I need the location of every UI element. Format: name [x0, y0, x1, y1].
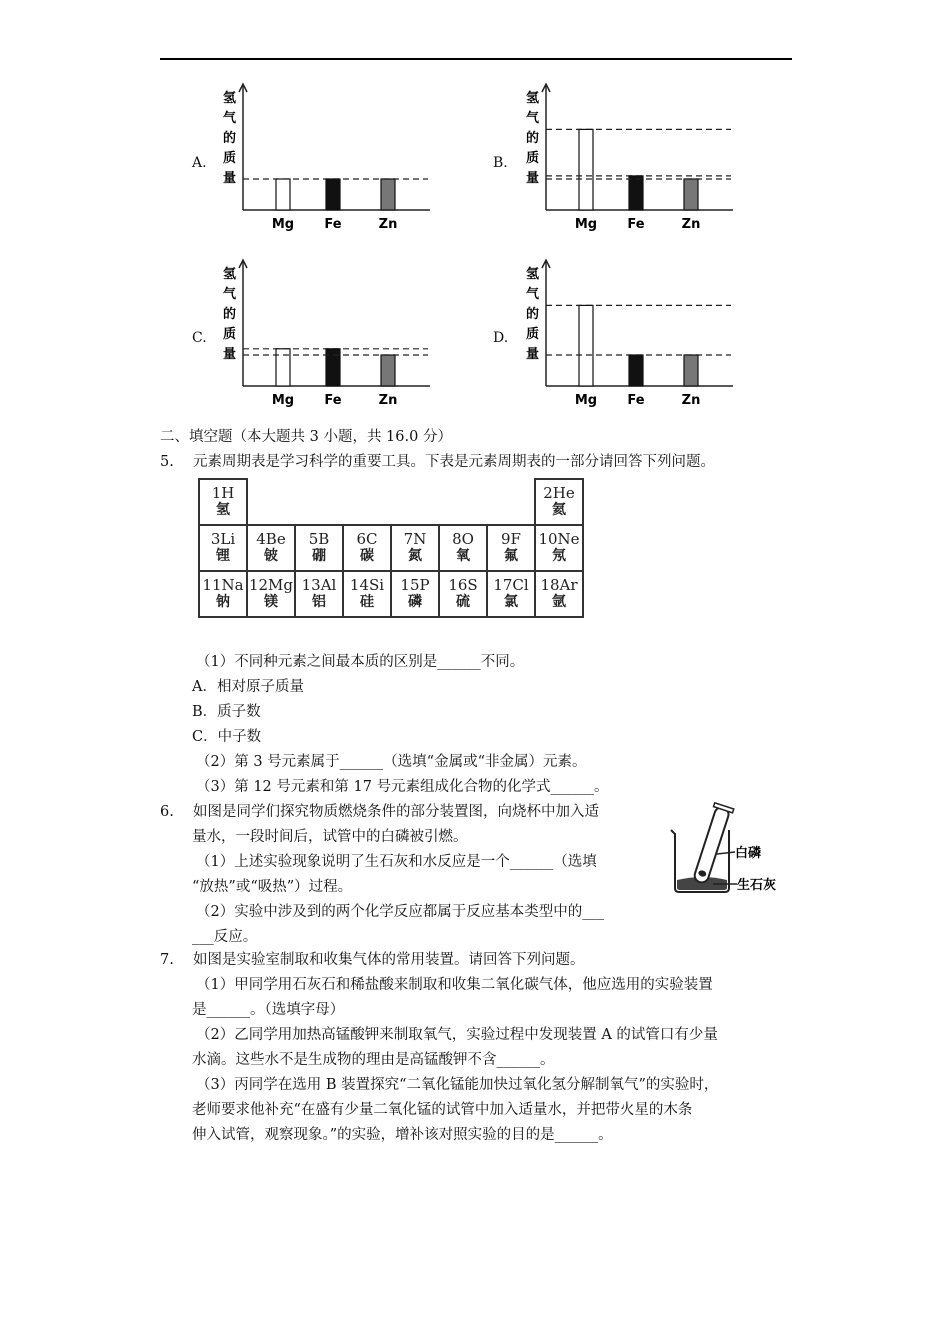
element-name: 氩 [552, 594, 566, 610]
element-symbol: 8O [452, 530, 474, 548]
element-name: 硫 [456, 594, 470, 610]
element-name: 硅 [360, 594, 374, 610]
q7-line7: 老师要求他补充“在盛有少量二氧化锰的试管中加入适量水，并把带火星的木条 [192, 1102, 693, 1118]
x-tick-label: Zn [378, 217, 398, 232]
element-name: 磷 [408, 594, 422, 610]
element-cell [487, 525, 535, 571]
bar-fe [629, 176, 643, 210]
element-name: 钠 [216, 594, 230, 610]
q5-option-a: A．相对原子质量 [192, 679, 304, 695]
chart-d [518, 252, 743, 412]
label-white-phosphorus: 白磷 [735, 846, 762, 861]
bar-zn [684, 355, 698, 386]
empty-cell [487, 479, 535, 525]
option-b-letter: B. [493, 155, 508, 171]
element-symbol: 15P [400, 576, 430, 594]
element-symbol: 9F [501, 530, 521, 548]
element-cell [535, 571, 583, 617]
element-symbol: 1H [211, 484, 235, 502]
element-cell [439, 525, 487, 571]
y-axis-label-char: 质 [223, 327, 237, 342]
element-symbol: 7N [403, 530, 427, 548]
element-symbol: 3Li [210, 530, 236, 548]
q5-option-b: B．质子数 [192, 704, 261, 720]
y-axis-label-char: 质 [526, 327, 540, 342]
bar-mg [276, 179, 290, 210]
y-axis-label-char: 氢 [526, 91, 540, 106]
element-symbol: 2He [543, 484, 575, 502]
element-cell [343, 525, 391, 571]
element-cell [343, 571, 391, 617]
element-symbol: 10Ne [538, 530, 580, 548]
q5-sub2: （2）第 3 号元素属于______（选填“金属或“非金属）元素。 [196, 754, 587, 770]
x-tick-label: Zn [378, 393, 398, 408]
q5-sub3: （3）第 12 号元素和第 17 号元素组成化合物的化学式______。 [196, 779, 609, 795]
y-axis-label-char: 量 [223, 347, 237, 362]
option-a-letter: A. [192, 155, 207, 171]
element-name: 氟 [504, 548, 518, 564]
element-cell [535, 525, 583, 571]
y-axis-label-char: 氢 [526, 267, 540, 282]
y-axis-label-char: 气 [223, 111, 237, 126]
bar-zn [381, 179, 395, 210]
x-tick-label: Mg [271, 217, 295, 232]
bar-fe [629, 355, 643, 386]
q6-line3: （1）上述实验现象说明了生石灰和水反应是一个______（选填 [196, 854, 597, 870]
empty-cell [391, 479, 439, 525]
empty-cell [439, 479, 487, 525]
x-tick-label: Fe [324, 393, 342, 408]
element-name: 氧 [456, 548, 470, 564]
element-name: 氯 [504, 594, 518, 610]
y-axis-label-char: 气 [526, 111, 540, 126]
y-axis-label-char: 的 [526, 307, 540, 322]
element-name: 氖 [552, 548, 566, 564]
element-name: 锂 [216, 548, 230, 564]
y-axis-label-char: 的 [526, 131, 540, 146]
bar-mg [276, 349, 290, 386]
q7-line8: 伸入试管，观察现象。”的实验，增补该对照实验的目的是______。 [192, 1127, 613, 1143]
element-cell [247, 525, 295, 571]
chart-svg [518, 252, 743, 412]
bar-mg [579, 305, 593, 386]
beaker-figure [665, 800, 790, 904]
element-cell [391, 571, 439, 617]
element-cell [391, 525, 439, 571]
element-cell [487, 571, 535, 617]
x-tick-label: Fe [324, 217, 342, 232]
q6-line1: 6. 如图是同学们探究物质燃烧条件的部分装置图，向烧杯中加入适 [160, 804, 599, 820]
q5-sub1: （1）不同种元素之间最本质的区别是______不同。 [196, 654, 525, 670]
q7-line3: 是______。（选填字母） [192, 1002, 345, 1018]
chart-svg [518, 76, 743, 236]
element-cell [295, 525, 343, 571]
element-name: 铍 [264, 548, 278, 564]
q5-stem: 5. 元素周期表是学习科学的重要工具。下表是元素周期表的一部分请回答下列问题。 [160, 454, 715, 470]
element-cell [199, 525, 247, 571]
chart-a [215, 76, 440, 236]
x-tick-label: Fe [627, 217, 645, 232]
q7-line1: 7. 如图是实验室制取和收集气体的常用装置。请回答下列问题。 [160, 952, 585, 968]
option-c-letter: C. [192, 330, 207, 346]
element-name: 硼 [312, 548, 326, 564]
q7-line4: （2）乙同学用加热高锰酸钾来制取氧气，实验过程中发现装置 A 的试管口有少量 [196, 1027, 718, 1043]
bar-mg [579, 129, 593, 210]
element-symbol: 6C [356, 530, 378, 548]
option-d-letter: D. [493, 330, 509, 346]
bar-zn [381, 355, 395, 386]
y-axis-label-char: 质 [223, 151, 237, 166]
empty-cell [295, 479, 343, 525]
empty-cell [247, 479, 295, 525]
element-cell [247, 571, 295, 617]
y-axis-label-char: 氢 [223, 267, 237, 282]
element-symbol: 12Mg [248, 576, 294, 594]
bar-fe [326, 349, 340, 386]
element-name: 氢 [216, 502, 230, 518]
q7-line5: 水滴。这些水不是生成物的理由是高锰酸钾不含______。 [192, 1052, 555, 1068]
y-axis-label-char: 气 [526, 287, 540, 302]
element-name: 氦 [552, 502, 566, 518]
label-quicklime: 生石灰 [737, 878, 777, 893]
q6-line6: ___反应。 [192, 929, 258, 945]
x-tick-label: Fe [627, 393, 645, 408]
element-symbol: 13Al [301, 576, 337, 594]
x-tick-label: Zn [681, 393, 701, 408]
x-tick-label: Zn [681, 217, 701, 232]
y-axis-label-char: 量 [526, 347, 540, 362]
y-axis-label-char: 氢 [223, 91, 237, 106]
bar-zn [684, 179, 698, 210]
element-symbol: 5B [308, 530, 330, 548]
header-rule [160, 58, 792, 60]
element-symbol: 14Si [349, 576, 385, 594]
q5-option-c: C．中子数 [192, 729, 262, 745]
element-name: 铝 [312, 594, 326, 610]
x-tick-label: Mg [271, 393, 295, 408]
y-axis-label-char: 质 [526, 151, 540, 166]
chart-c [215, 252, 440, 412]
element-symbol: 17Cl [493, 576, 529, 594]
q6-line4: “放热”或“吸热”）过程。 [192, 879, 353, 895]
element-cell [199, 571, 247, 617]
x-tick-label: Mg [574, 217, 598, 232]
chart-b [518, 76, 743, 236]
y-axis-label-char: 量 [223, 171, 237, 186]
x-tick-label: Mg [574, 393, 598, 408]
y-axis-label-char: 量 [526, 171, 540, 186]
q7-line6: （3）丙同学在选用 B 装置探究“二氧化锰能加快过氧化氢分解制氧气”的实验时， [196, 1077, 719, 1093]
section-title: 二、填空题（本大题共 3 小题，共 16.0 分） [160, 429, 452, 445]
element-cell [295, 571, 343, 617]
element-symbol: 18Ar [540, 576, 578, 594]
chart-svg [215, 76, 440, 236]
q6-line5: （2）实验中涉及到的两个化学反应都属于反应基本类型中的___ [196, 904, 604, 920]
element-cell [199, 479, 247, 525]
chart-svg [215, 252, 440, 412]
element-symbol: 4Be [256, 530, 286, 548]
bar-fe [326, 179, 340, 210]
q7-line2: （1）甲同学用石灰石和稀盐酸来制取和收集二氧化碳气体，他应选用的实验装置 [196, 977, 713, 993]
element-symbol: 16S [448, 576, 478, 594]
element-cell [535, 479, 583, 525]
y-axis-label-char: 的 [223, 307, 237, 322]
periodic-table [198, 478, 584, 618]
element-symbol: 11Na [202, 576, 244, 594]
element-cell [439, 571, 487, 617]
q6-line2: 量水，一段时间后，试管中的白磷被引燃。 [192, 829, 468, 845]
empty-cell [343, 479, 391, 525]
element-name: 镁 [264, 594, 278, 610]
y-axis-label-char: 气 [223, 287, 237, 302]
y-axis-label-char: 的 [223, 131, 237, 146]
element-name: 碳 [360, 548, 374, 564]
element-name: 氮 [408, 548, 422, 564]
